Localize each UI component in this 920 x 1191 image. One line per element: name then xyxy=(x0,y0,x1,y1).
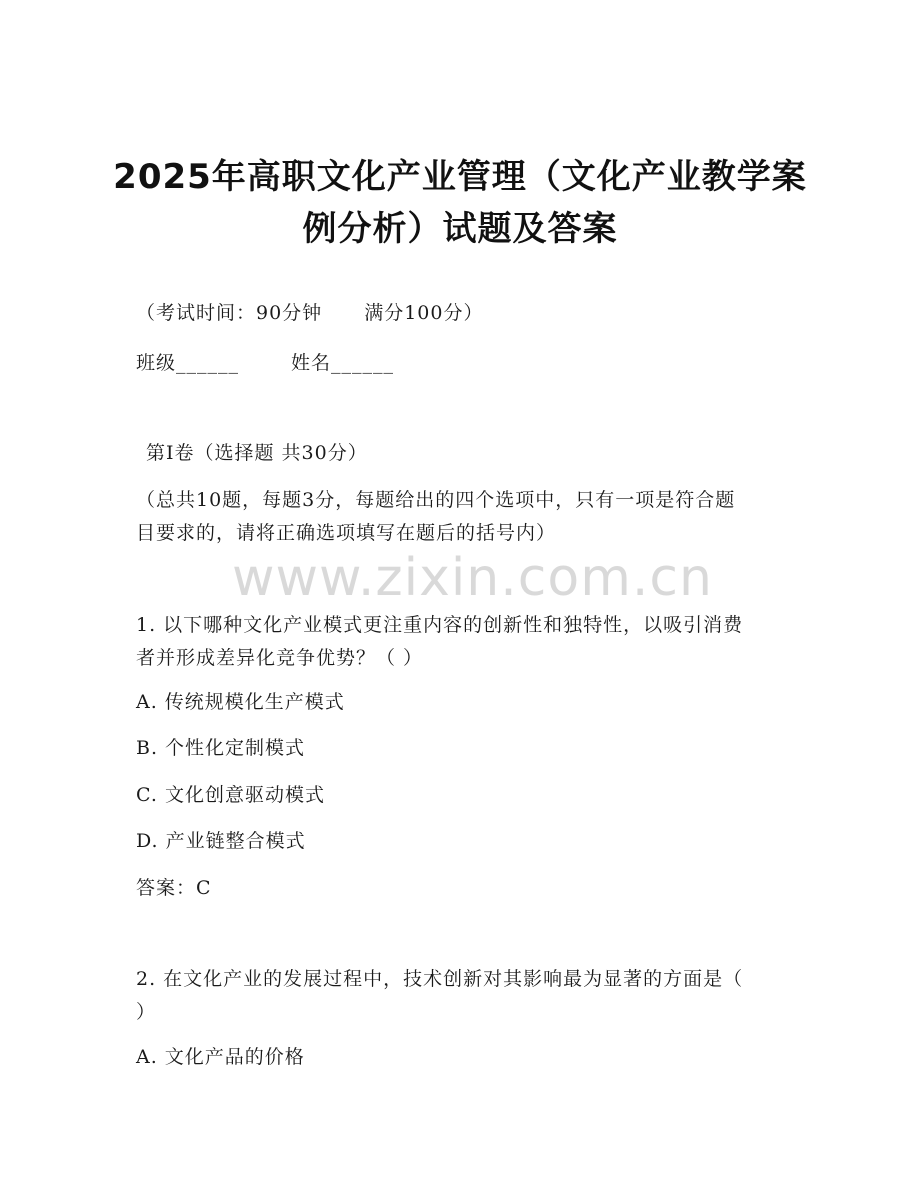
full-score: 满分100分） xyxy=(364,302,484,324)
name-field-label: 姓名______ xyxy=(291,352,395,374)
question-2-stem-line-2: ） xyxy=(136,1001,157,1023)
document-title-line-1: 2025年高职文化产业管理（文化产业教学案 xyxy=(113,157,807,197)
question-1-option-d: D. 产业链整合模式 xyxy=(136,830,306,852)
question-1-option-c: C. 文化创意驱动模式 xyxy=(136,784,325,806)
question-2-option-a: A. 文化产品的价格 xyxy=(136,1046,305,1068)
question-2-stem-line-1: 2. 在文化产业的发展过程中，技术创新对其影响最为显著的方面是（ xyxy=(136,968,744,990)
exam-info xyxy=(136,300,483,326)
question-1-stem-line-2: 者并形成差异化竞争优势？（ ） xyxy=(136,647,424,669)
question-1-option-a: A. 传统规模化生产模式 xyxy=(136,691,345,713)
student-info xyxy=(136,350,394,376)
watermark: www.zixin.com.cn xyxy=(232,548,713,608)
exam-time: （考试时间：90分钟 xyxy=(136,302,323,324)
instructions-line-1: （总共10题，每题3分，每题给出的四个选项中，只有一项是符合题 xyxy=(136,489,736,511)
question-1-answer: 答案：C xyxy=(136,877,212,899)
instructions-line-2: 目要求的，请将正确选项填写在题后的括号内） xyxy=(136,522,557,544)
question-1-stem-line-1: 1. 以下哪种文化产业模式更注重内容的创新性和独特性，以吸引消费 xyxy=(136,614,744,636)
question-1-option-b: B. 个性化定制模式 xyxy=(136,737,306,759)
class-field-label: 班级______ xyxy=(136,352,240,374)
section-heading: 第Ⅰ卷（选择题 共30分） xyxy=(146,442,368,464)
document-title-line-2: 例分析）试题及答案 xyxy=(302,209,618,249)
